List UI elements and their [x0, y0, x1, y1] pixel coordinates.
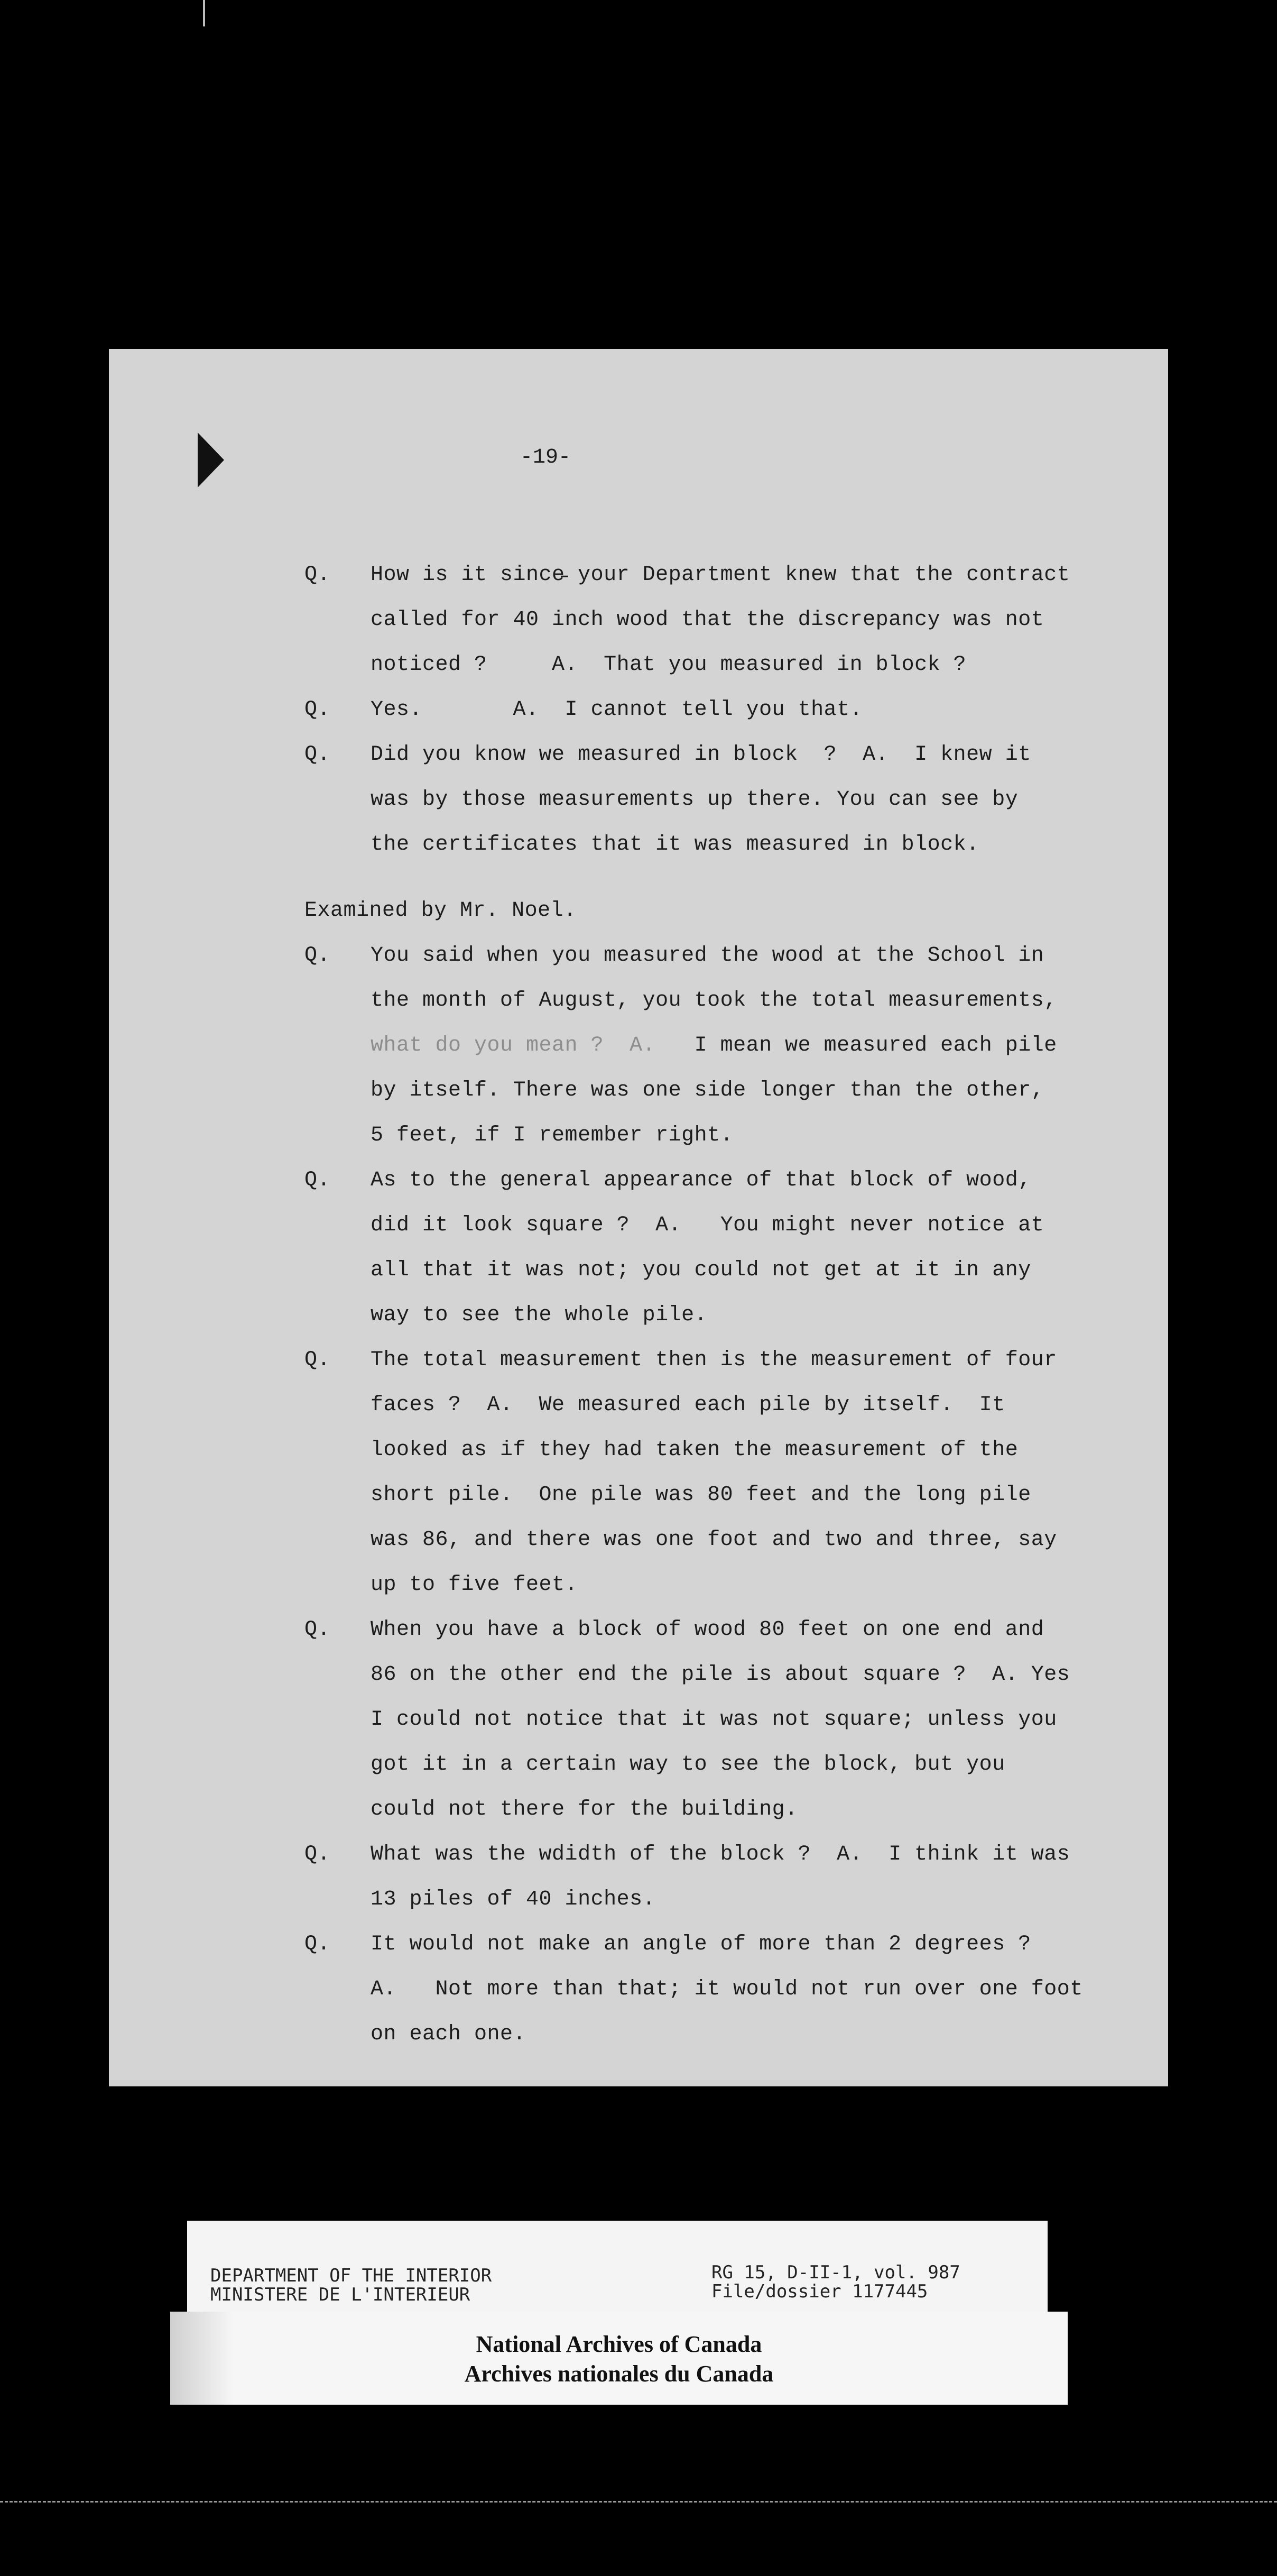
text-line: 5 feet, if I remember right. — [371, 1124, 734, 1147]
text-line: What was the wdidth of the block ? A. I think it was — [371, 1843, 1070, 1866]
text-line: Yes. A. I cannot tell you that. — [371, 698, 863, 722]
question-marker: Q. — [304, 563, 331, 587]
text-line: could not there for the building. — [371, 1798, 798, 1821]
question-marker: Q. — [304, 1933, 331, 1956]
text-line: How is it since̵ your Department knew that the contract — [371, 563, 1070, 587]
qa-block — [304, 732, 1150, 867]
question-marker: Q. — [304, 1843, 331, 1866]
question-marker: Q. — [304, 743, 331, 767]
text-line — [371, 1023, 1150, 1068]
qa-block — [304, 1922, 1150, 2057]
text-line: by itself. There was one side longer than the other, — [371, 1079, 1044, 1102]
text-line: called for 40 inch wood that the discrepancy was not — [371, 608, 1044, 632]
text-line: When you have a block of wood 80 feet on one end and — [371, 1618, 1044, 1642]
archive-label — [170, 2312, 1068, 2405]
qa-block — [304, 1338, 1150, 1607]
text-line: It would not make an angle of more than 2 degrees ? — [371, 1933, 1031, 1956]
text-line: was 86, and there was one foot and two and three, say — [371, 1528, 1057, 1552]
qa-block — [304, 553, 1150, 687]
question-marker: Q. — [304, 1348, 331, 1372]
text-line: 13 piles of 40 inches. — [371, 1888, 656, 1911]
transcript-body — [304, 553, 1150, 2057]
qa-block — [304, 687, 1150, 732]
record-group-reference: RG 15, D-II-1, vol. 987 — [711, 2262, 960, 2283]
scan-bottom-rule — [0, 2501, 1277, 2503]
label-edge — [170, 2312, 234, 2405]
text-line: looked as if they had taken the measurement of the — [371, 1438, 1019, 1462]
document-page — [109, 349, 1168, 2086]
text-line: the certificates that it was measured in block. — [371, 833, 979, 857]
text-line: The total measurement then is the measurement of four — [371, 1348, 1057, 1372]
qa-block — [304, 1158, 1150, 1338]
page-number: -19- — [520, 446, 571, 470]
text-line: up to five feet. — [371, 1573, 578, 1597]
department-name-fr: MINISTERE DE L'INTERIEUR — [210, 2284, 470, 2305]
text-line: the month of August, you took the total measurements, — [371, 989, 1057, 1013]
text-line: on each one. — [371, 2022, 526, 2046]
text-span: I mean we measured each pile — [655, 1034, 1057, 1057]
text-line: all that it was not; you could not get at it in any — [371, 1258, 1031, 1282]
file-dossier-number: File/dossier 1177445 — [711, 2281, 928, 2302]
scan-edge-mark — [203, 0, 205, 26]
text-line: way to see the whole pile. — [371, 1303, 708, 1327]
text-line: You said when you measured the wood at the School in — [371, 944, 1044, 968]
question-marker: Q. — [304, 1169, 331, 1192]
text-line: A. Not more than that; it would not run over one foot — [371, 1977, 1083, 2001]
archive-name-en: National Archives of Canada — [476, 2331, 762, 2357]
text-line: did it look square ? A. You might never notice at — [371, 1213, 1044, 1237]
text-line: noticed ? A. That you measured in block ? — [371, 653, 967, 677]
qa-block — [304, 1607, 1150, 1832]
qa-block — [304, 933, 1150, 1158]
text-line: faces ? A. We measured each pile by itself. It — [371, 1393, 1005, 1417]
archive-name-fr: Archives nationales du Canada — [464, 2361, 774, 2387]
faint-text: what do you mean ? A. — [371, 1034, 656, 1057]
question-marker: Q. — [304, 698, 331, 722]
text-line: I could not notice that it was not square; unless you — [371, 1708, 1057, 1732]
department-name-en: DEPARTMENT OF THE INTERIOR — [210, 2265, 492, 2286]
qa-block — [304, 1832, 1150, 1922]
text-line: short pile. One pile was 80 feet and the long pile — [371, 1483, 1031, 1507]
text-line: was by those measurements up there. You can see by — [371, 788, 1019, 812]
text-line: As to the general appearance of that block of wood, — [371, 1169, 1031, 1192]
question-marker: Q. — [304, 944, 331, 968]
examination-heading: Examined by Mr. Noel. — [304, 899, 577, 923]
question-marker: Q. — [304, 1618, 331, 1642]
text-line: got it in a certain way to see the block, but you — [371, 1753, 1005, 1777]
text-line: 86 on the other end the pile is about square ? A. Yes — [371, 1663, 1070, 1687]
archival-reference-label — [187, 2221, 1048, 2314]
text-line: Did you know we measured in block ? A. I knew it — [371, 743, 1031, 767]
